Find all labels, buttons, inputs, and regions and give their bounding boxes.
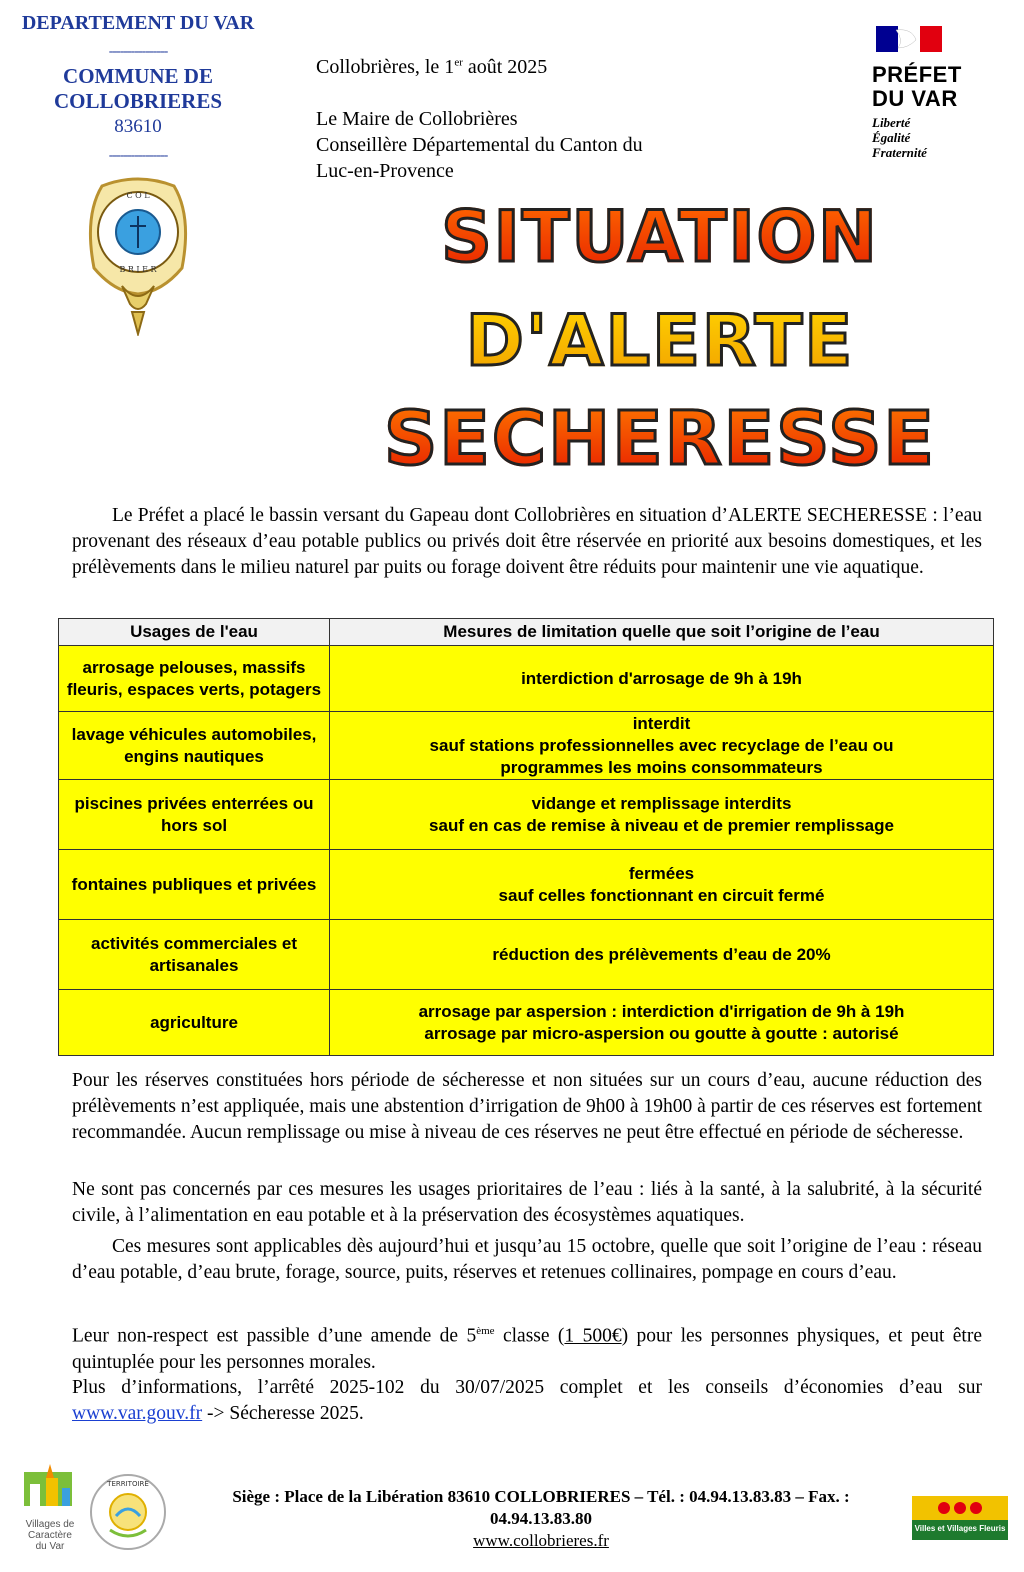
website-link[interactable]: www.collobrieres.fr: [473, 1531, 609, 1550]
table-row: [59, 712, 994, 780]
maire-line2: Conseillère Départemental du Canton du: [316, 134, 643, 156]
intro-paragraph: Le Préfet a placé le bassin versant du Gapeau dont Collobrières en situation d’ALERTE SECHERESSE : l’eau provenant des réseaux d’eau potable publics ou privés doit être réservée en priorité aux besoins domestiques, et les prélèvements dans le milieu naturel par puits ou forage doivent être réduits pour maintenir une vie aquatique.: [72, 505, 982, 578]
amende-amount: 1 500€: [564, 1325, 622, 1347]
usage-cell: activités commerciales et artisanales: [59, 920, 330, 990]
amende-sup: ème: [476, 1325, 495, 1337]
flowers-icon: [910, 1496, 1010, 1540]
table-row: [59, 990, 994, 1056]
non-concernes-paragraph: Ne sont pas concernés par ces mesures les usages prioritaires de l’eau : liés à la santé, à la salubrité, à la sécurité civile, à l’alimentation en eau potable et à la préservation des écosystèmes aquatiques.: [72, 1179, 982, 1226]
table-row: [59, 920, 994, 990]
usage-cell: agriculture: [59, 990, 330, 1056]
mesure-line: réduction des prélèvements d’eau de 20%: [492, 944, 831, 964]
maire-block: [316, 106, 736, 184]
mesure-cell: [330, 646, 994, 712]
infos-paragraph: [72, 1375, 982, 1427]
prefet-line1: PRÉFET: [872, 62, 962, 87]
maire-line3: Luc-en-Provence: [316, 160, 454, 182]
date-sup: er: [454, 56, 463, 69]
header-mesures: Mesures de limitation quelle que soit l’origine de l’eau: [330, 619, 994, 646]
village-icon: [20, 1464, 80, 1514]
siege-line1: Siège : Place de la Libération 83610 COLLOBRIERES – Tél. : 04.94.13.83.83 – Fax. :: [232, 1487, 850, 1506]
villes-villages-fleuris-logo: [910, 1496, 1010, 1540]
marianne-flag-icon: [876, 26, 942, 52]
mesure-line: arrosage par aspersion : interdiction d'irrigation de 9h à 19h: [418, 1001, 905, 1021]
mesure-line: programmes les moins consommateurs: [500, 757, 823, 777]
devise-fraternite: Fraternité: [872, 145, 927, 160]
maire-line1: Le Maire de Collobrières: [316, 108, 518, 130]
separator: ----------------: [108, 44, 168, 59]
mesure-line: arrosage par micro-aspersion ou goutte à goutte : autorisé: [424, 1023, 899, 1043]
territoire-label: TERRITOIRE: [107, 1480, 149, 1488]
separator: ----------------: [108, 148, 168, 163]
usage-cell: piscines privées enterrées ou hors sol: [59, 780, 330, 850]
mesure-line: sauf stations professionnelles avec recyclage de l’eau ou: [429, 735, 894, 755]
svg-text:B R I E R: B R I E R: [119, 265, 157, 274]
collobrieres-seal-icon: [82, 176, 194, 336]
date-suffix: août 2025: [462, 56, 548, 78]
territoire-logo: [88, 1472, 168, 1552]
mesure-line: interdiction d'arrosage de 9h à 19h: [521, 668, 802, 688]
siege-address: [196, 1486, 886, 1552]
table-row: [59, 646, 994, 712]
mesure-line: sauf celles fonctionnant en circuit fermé: [498, 885, 825, 905]
title-line2: D'ALERTE: [320, 300, 1000, 382]
table-header-row: [59, 619, 994, 646]
table-row: [59, 780, 994, 850]
devise-egalite: Égalité: [872, 130, 911, 145]
amende-paragraph: [72, 1318, 982, 1376]
prefet-line2: DU VAR: [872, 86, 958, 111]
mesure-line: sauf en cas de remise à niveau et de premier remplissage: [429, 815, 894, 835]
mesure-cell: [330, 712, 994, 780]
infos-text: -> Sécheresse 2025.: [202, 1403, 364, 1424]
territoire-badge-icon: [88, 1472, 168, 1552]
villages-caractere-logo: [20, 1464, 80, 1554]
mesure-line: vidange et remplissage interdits: [531, 793, 792, 813]
logo-left-line3: du Var: [35, 1541, 65, 1552]
date-prefix: Collobrières, le 1: [316, 56, 455, 78]
mesure-cell: [330, 990, 994, 1056]
limitation-table: [58, 618, 994, 1056]
commune-line1: COMMUNE DE: [63, 64, 213, 88]
table-row: [59, 850, 994, 920]
usage-cell: arrosage pelouses, massifs fleuris, espaces verts, potagers: [59, 646, 330, 712]
mesure-line: fermées: [628, 863, 695, 883]
title-line1: SITUATION: [320, 196, 1000, 278]
var-gouv-link[interactable]: www.var.gouv.fr: [72, 1403, 203, 1424]
mesure-line: interdit: [632, 713, 691, 733]
logo-left-line2: Caractère: [28, 1530, 72, 1541]
amende-text: ) pour les personnes physiques, et peut être quintuplée pour les personnes morales.: [72, 1325, 982, 1373]
devise-liberte: Liberté: [872, 115, 911, 130]
date-line: [316, 56, 547, 79]
mesure-cell: [330, 780, 994, 850]
infos-text: Plus d’informations, l’arrêté 2025-102 du 30/07/2025 complet et les conseils d’économies d’eau sur: [72, 1377, 982, 1398]
reserves-paragraph: Pour les réserves constituées hors période de sécheresse et non situées sur un cours d’eau, aucune réduction des prélèvements n’est appliquée, mais une abstention d’irrigation de 9h00 à 19h00 à partir de ces réserves est fortement recommandée. Aucun remplissage ou mise à niveau de ces réserves ne peut être effectué en période de sécheresse.: [72, 1070, 982, 1143]
prefet-logo: [872, 26, 982, 160]
amende-text: Leur non-respect est passible d’une amende de 5: [72, 1325, 477, 1347]
vvf-label: Villes et Villages Fleuris: [914, 1524, 1006, 1533]
department-title: DEPARTEMENT DU VAR: [21, 12, 255, 34]
logo-left-line1: Villages de: [25, 1519, 75, 1530]
mesure-cell: [330, 850, 994, 920]
commune-name: [0, 64, 276, 114]
title-line3: SECHERESSE: [320, 396, 1000, 482]
postal-code: 83610: [114, 116, 162, 137]
svg-text:C O L: C O L: [126, 191, 150, 200]
commune-line2: COLLOBRIERES: [53, 89, 223, 113]
usage-cell: lavage véhicules automobiles, engins nautiques: [59, 712, 330, 780]
applicables-paragraph: Ces mesures sont applicables dès aujourd’hui et jusqu’au 15 octobre, quelle que soit l’origine de l’eau : réseau d’eau potable, d’eau brute, forage, source, puits, réserves et retenues collinaires, pompage en cours d’eau.: [72, 1236, 982, 1283]
usage-cell: fontaines publiques et privées: [59, 850, 330, 920]
siege-line2: 04.94.13.83.80: [490, 1509, 592, 1528]
header-usage: Usages de l'eau: [59, 619, 330, 646]
mesure-cell: [330, 920, 994, 990]
amende-text: classe (: [494, 1325, 565, 1347]
